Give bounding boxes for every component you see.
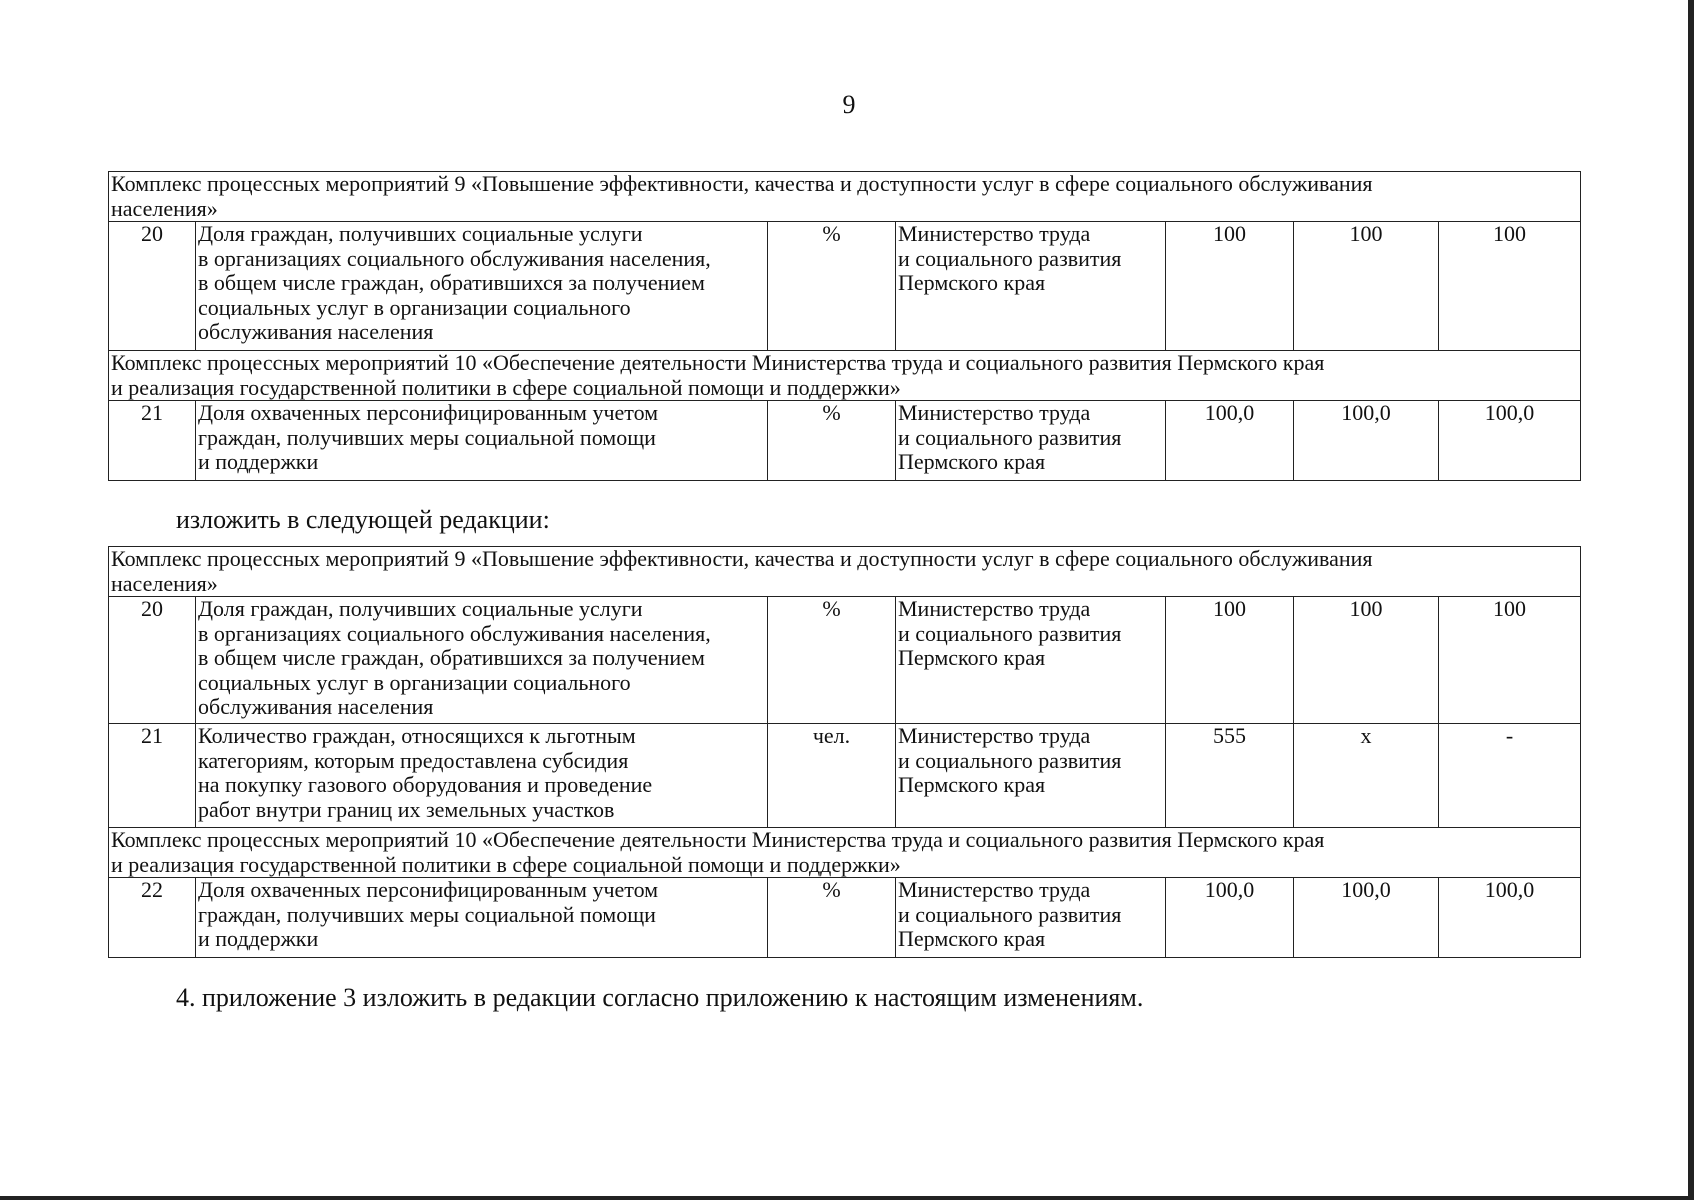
responsible-cell: Министерство труда и социального развития Пермского края	[896, 724, 1166, 828]
row-number: 21	[109, 401, 196, 481]
value-cell-3: 100	[1439, 222, 1581, 351]
unit-cell: %	[768, 878, 896, 958]
row-number: 22	[109, 878, 196, 958]
value-cell-2: 100	[1294, 597, 1439, 724]
instruction-paragraph: изложить в следующей редакции:	[176, 505, 550, 534]
value-cell-3: 100,0	[1439, 878, 1581, 958]
value-cell-1: 100	[1166, 222, 1294, 351]
group-heading-complex-10: Комплекс процессных мероприятий 10 «Обеспечение деятельности Министерства труда и социального развития Пермского края и реализация государственной политики в сфере социальной помощи и поддержки»	[109, 828, 1581, 878]
indicator-name: Доля охваченных персонифицированным учетом граждан, получивших меры социальной помощи и поддержки	[196, 401, 768, 481]
unit-cell: %	[768, 597, 896, 724]
value-cell-2: 100,0	[1294, 401, 1439, 481]
page-number: 9	[842, 90, 856, 119]
value-cell-3: -	[1439, 724, 1581, 828]
unit-cell: %	[768, 222, 896, 351]
group-heading-complex-9: Комплекс процессных мероприятий 9 «Повышение эффективности, качества и доступности услуг в сфере социального обслуживания населения»	[109, 172, 1581, 222]
table-group-row	[109, 351, 1581, 401]
group-heading-complex-10: Комплекс процессных мероприятий 10 «Обеспечение деятельности Министерства труда и социального развития Пермского края и реализация государственной политики в сфере социальной помощи и поддержки»	[109, 351, 1581, 401]
responsible-cell: Министерство труда и социального развития Пермского края	[896, 401, 1166, 481]
indicators-table-new	[108, 546, 1581, 958]
table-group-row	[109, 172, 1581, 222]
table-row	[109, 878, 1581, 958]
table-group-row	[109, 828, 1581, 878]
closing-paragraph: 4. приложение 3 изложить в редакции согласно приложению к настоящим изменениям.	[176, 983, 1144, 1012]
indicator-name: Доля охваченных персонифицированным учетом граждан, получивших меры социальной помощи и поддержки	[196, 878, 768, 958]
value-cell-2: 100	[1294, 222, 1439, 351]
value-cell-3: 100,0	[1439, 401, 1581, 481]
indicator-name: Доля граждан, получивших социальные услуги в организациях социального обслуживания населения, в общем числе граждан, обратившихся за получением социальных услуг в организации социального обслуживания населения	[196, 222, 768, 351]
value-cell-1: 100	[1166, 597, 1294, 724]
row-number: 20	[109, 597, 196, 724]
indicator-name: Количество граждан, относящихся к льготным категориям, которым предоставлена субсидия на покупку газового оборудования и проведение работ внутри границ их земельных участков	[196, 724, 768, 828]
value-cell-1: 555	[1166, 724, 1294, 828]
value-cell-2: 100,0	[1294, 878, 1439, 958]
value-cell-3: 100	[1439, 597, 1581, 724]
value-cell-2: х	[1294, 724, 1439, 828]
responsible-cell: Министерство труда и социального развития Пермского края	[896, 222, 1166, 351]
responsible-cell: Министерство труда и социального развития Пермского края	[896, 878, 1166, 958]
table-row	[109, 222, 1581, 351]
unit-cell: %	[768, 401, 896, 481]
row-number: 20	[109, 222, 196, 351]
table-row	[109, 597, 1581, 724]
table-row	[109, 724, 1581, 828]
indicators-table-current	[108, 171, 1581, 481]
value-cell-1: 100,0	[1166, 401, 1294, 481]
group-heading-complex-9: Комплекс процессных мероприятий 9 «Повышение эффективности, качества и доступности услуг в сфере социального обслуживания населения»	[109, 547, 1581, 597]
table-row	[109, 401, 1581, 481]
indicator-name: Доля граждан, получивших социальные услуги в организациях социального обслуживания населения, в общем числе граждан, обратившихся за получением социальных услуг в организации социального обслуживания населения	[196, 597, 768, 724]
table-group-row	[109, 547, 1581, 597]
value-cell-1: 100,0	[1166, 878, 1294, 958]
unit-cell: чел.	[768, 724, 896, 828]
responsible-cell: Министерство труда и социального развития Пермского края	[896, 597, 1166, 724]
row-number: 21	[109, 724, 196, 828]
